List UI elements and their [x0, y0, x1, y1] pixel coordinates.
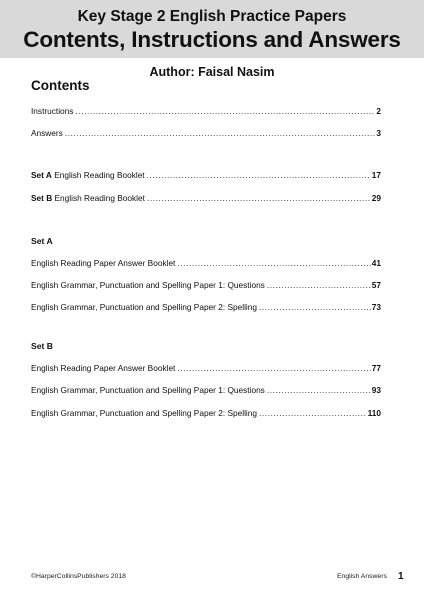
toc-entry-text: English Reading Booklet [51, 170, 145, 180]
toc-entry-label: English Reading Paper Answer Booklet [31, 258, 176, 268]
toc-entry-text: English Reading Booklet [52, 193, 145, 203]
footer-copyright: ©HarperCollinsPublishers 2018 [31, 573, 126, 580]
toc-entry-answers[interactable] [31, 128, 381, 142]
toc-entry-set-b-answer-booklet[interactable] [31, 363, 381, 377]
toc-entry-set-a-paper-1[interactable] [31, 280, 381, 294]
toc-entry-prefix: Set A [31, 170, 52, 180]
toc-entry-label: Answers [31, 128, 63, 138]
toc-entry-instructions[interactable] [31, 106, 381, 120]
toc-entry-label: English Reading Paper Answer Booklet [31, 363, 176, 373]
toc-entry-page: 2 [376, 106, 381, 116]
toc-entry-set-a-paper-2[interactable] [31, 302, 381, 316]
header-band [0, 0, 424, 58]
toc-entry-label: English Grammar, Punctuation and Spelling Paper 2: Spelling [31, 302, 257, 312]
toc-entry-label: English Grammar, Punctuation and Spelling Paper 2: Spelling [31, 408, 257, 418]
toc-leader-dots [75, 106, 375, 116]
toc-entry-set-b-paper-1[interactable] [31, 385, 381, 399]
page-subtitle: Key Stage 2 English Practice Papers [77, 8, 347, 25]
toc-entry-label: English Grammar, Punctuation and Spelling Paper 1: Questions [31, 385, 265, 395]
toc-entry-page: 73 [371, 302, 381, 312]
footer-page-number: 1 [398, 571, 404, 582]
toc-entry-page: 29 [371, 193, 381, 203]
footer-section-name: English Answers [337, 573, 387, 580]
toc-entry-prefix: Set B [31, 193, 53, 203]
toc-entry-page: 3 [376, 128, 381, 138]
toc-entry-label: English Grammar, Punctuation and Spelling Paper 1: Questions [31, 280, 265, 290]
toc-leader-dots [177, 363, 370, 373]
toc-leader-dots [147, 193, 371, 203]
toc-leader-dots [259, 408, 367, 418]
toc-entry-set-b-paper-2[interactable] [31, 408, 381, 422]
toc-leader-dots [65, 128, 376, 138]
toc-entry-page: 41 [371, 258, 381, 268]
contents-heading: Contents [31, 78, 90, 93]
toc-entry-set-a-reading-booklet[interactable] [31, 170, 381, 184]
toc-entry-label: Instructions [31, 106, 74, 116]
toc-leader-dots [259, 302, 371, 312]
toc-entry-set-b-reading-booklet[interactable] [31, 193, 381, 207]
toc-leader-dots [177, 258, 370, 268]
toc-leader-dots [267, 280, 371, 290]
toc-entry-set-a-answer-booklet[interactable] [31, 258, 381, 272]
toc-entry-page: 93 [371, 385, 381, 395]
page-title: Contents, Instructions and Answers [23, 27, 401, 52]
toc-leader-dots [267, 385, 371, 395]
toc-entry-page: 57 [371, 280, 381, 290]
toc-entry-page: 77 [371, 363, 381, 373]
author-line: Author: Faisal Nasim [149, 65, 275, 79]
toc-leader-dots [147, 170, 371, 180]
toc-entry-page: 110 [367, 408, 381, 418]
set-a-heading: Set A [31, 236, 53, 246]
toc-entry-page: 17 [371, 170, 381, 180]
set-b-heading: Set B [31, 341, 53, 351]
toc-entry-label [31, 170, 145, 180]
toc-entry-label [31, 193, 145, 203]
